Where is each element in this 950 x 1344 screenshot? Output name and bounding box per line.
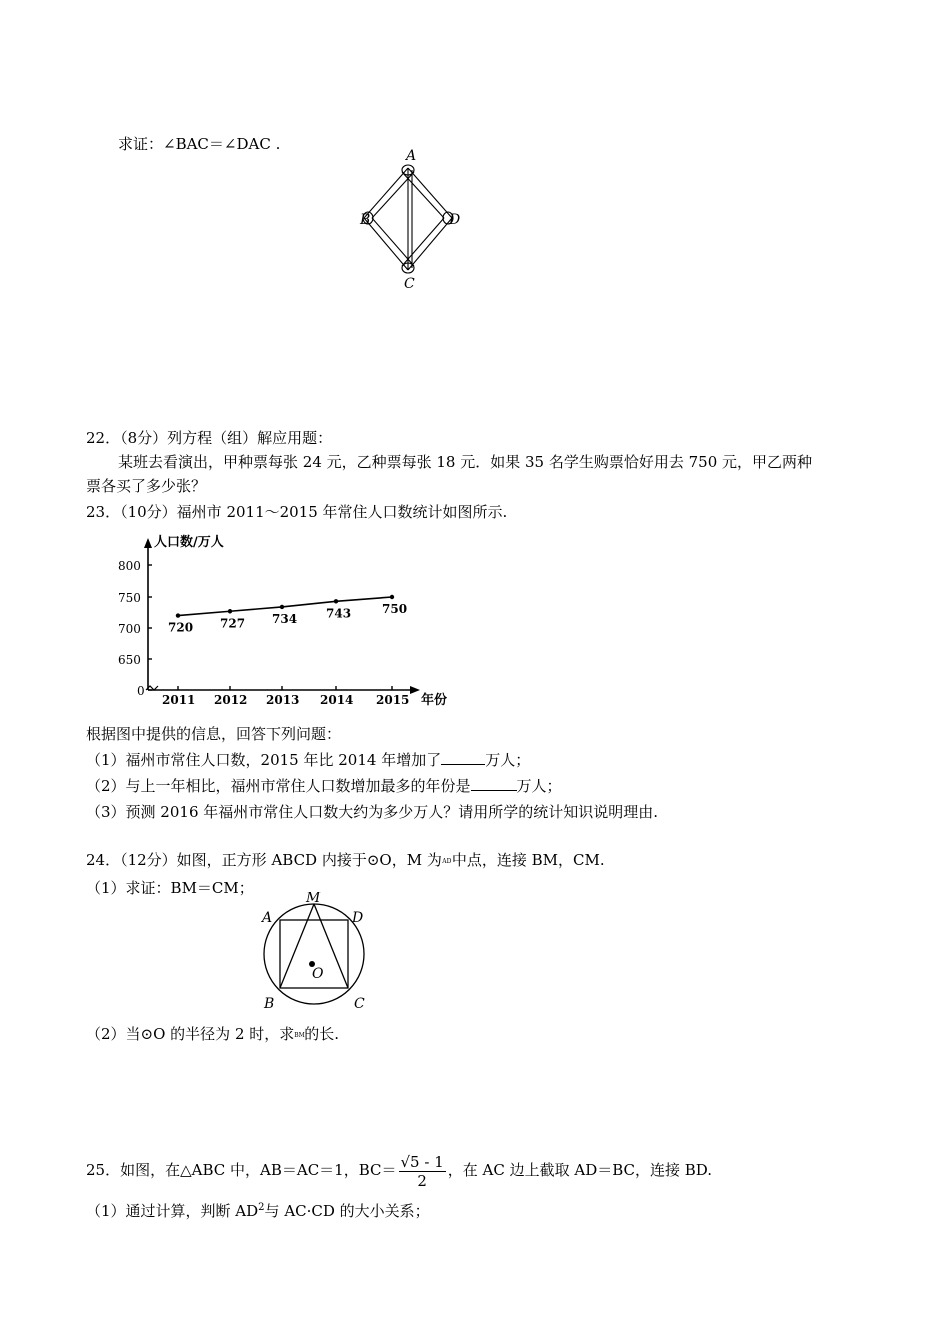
q24-label-m: M — [306, 892, 321, 906]
data-point — [280, 605, 284, 609]
x-axis-arrow — [410, 686, 420, 694]
q25-heading — [86, 1148, 712, 1192]
q23-part3: （3）预测 2016 年福州市常住人口数大约为多少万人？请用所学的统计知识说明理由. — [86, 803, 659, 821]
population-line-chart — [110, 528, 460, 714]
q24-label-c: C — [354, 996, 365, 1012]
y-tick-label: 700 — [118, 622, 141, 636]
q25-part1-text-b: 与 AC·CD 的大小关系； — [264, 1202, 430, 1220]
q22-line1: 某班去看演出，甲种票每张 24 元，乙种票每张 18 元．如果 35 名学生购票恰好用去 750 元，甲乙两种 — [118, 453, 813, 471]
q24-part2-text-a: （2）当⊙O 的半径为 2 时，求 — [86, 1025, 295, 1043]
q24-part1: （1）求证：BM＝CM； — [86, 879, 254, 897]
q21-label-d: D — [449, 212, 461, 228]
q23-part2-blank — [471, 776, 517, 791]
q24-label-o: O — [312, 966, 324, 982]
y-tick-label: 650 — [118, 653, 141, 667]
data-label: 727 — [220, 616, 246, 631]
q21-prove-text: 求证：∠BAC＝∠DAC . — [118, 135, 281, 153]
q23-heading: 23．（10分）福州市 2011～2015 年常住人口数统计如图所示. — [86, 503, 508, 521]
x-tick-label: 2014 — [320, 693, 354, 707]
q24-arc-label: AD — [442, 857, 452, 865]
q25-heading-text-a: 25．如图，在△ABC 中，AB＝AC＝1，BC＝ — [86, 1161, 397, 1179]
q25-heading-text-b: ，在 AC 边上截取 AD＝BC，连接 BD. — [447, 1161, 713, 1179]
q24-heading-text-b: 中点，连接 BM，CM. — [451, 851, 605, 869]
q23-intro: 根据图中提供的信息，回答下列问题： — [86, 725, 342, 743]
data-label: 734 — [272, 611, 298, 626]
data-label: 720 — [168, 620, 194, 635]
q25-fraction-numerator: √5 - 1 — [400, 1152, 444, 1171]
q21-label-c: C — [404, 276, 415, 292]
q25-part1-sup: 2 — [258, 1202, 265, 1213]
q23-part1 — [86, 750, 530, 770]
q24-part2-text-b: 的长. — [304, 1025, 340, 1043]
q24-heading — [86, 850, 605, 870]
q25-part1 — [86, 1198, 430, 1221]
q24-heading-text-a: 24．（12分）如图，正方形 ABCD 内接于⊙O，M 为 — [86, 851, 442, 869]
data-point — [176, 613, 180, 617]
y-axis-arrow — [144, 538, 152, 548]
data-point — [390, 595, 394, 599]
q23-part1-text: （1）福州市常住人口数，2015 年比 2014 年增加了 — [86, 751, 442, 769]
y-tick-label: 750 — [118, 591, 141, 605]
q23-part1-blank — [441, 750, 485, 765]
q24-label-a: A — [262, 910, 273, 926]
q23-part1-unit: 万人； — [485, 751, 531, 769]
chart-ylabel: 人口数/万人 — [154, 535, 224, 550]
q22-heading: 22．（8分）列方程（组）解应用题： — [86, 429, 333, 447]
q24-label-d: D — [352, 910, 364, 926]
q25-part1-text-a: （1）通过计算，判断 AD — [86, 1202, 259, 1220]
q21-rhombus-figure — [356, 146, 466, 292]
q23-part2-text: （2）与上一年相比，福州市常住人口数增加最多的年份是 — [86, 777, 471, 795]
y-tick-label: 800 — [118, 559, 141, 573]
q25-fraction-denominator: 2 — [417, 1171, 427, 1190]
q24-label-b: B — [264, 996, 275, 1012]
x-tick-label: 2011 — [162, 693, 196, 707]
x-tick-label: 2015 — [376, 693, 410, 707]
x-tick-label: 2013 — [266, 693, 300, 707]
q21-label-b: B — [360, 212, 371, 228]
q21-label-a: A — [406, 148, 417, 164]
q22-line2: 票各买了多少张？ — [86, 477, 207, 495]
q23-part2-unit: 万人； — [516, 777, 562, 795]
data-label: 750 — [382, 602, 408, 616]
data-point — [228, 609, 232, 613]
q23-part2 — [86, 776, 562, 796]
x-tick-label: 2012 — [214, 693, 248, 707]
chart-xlabel: 年份 — [421, 693, 448, 708]
q24-part2 — [86, 1024, 339, 1044]
q25-fraction — [399, 1153, 446, 1190]
data-label: 743 — [326, 606, 352, 621]
y-tick-label: 0 — [137, 684, 145, 698]
q24-arc2-label: BM — [294, 1031, 305, 1039]
data-point — [334, 599, 338, 603]
q24-circle-square-figure — [258, 892, 374, 1012]
